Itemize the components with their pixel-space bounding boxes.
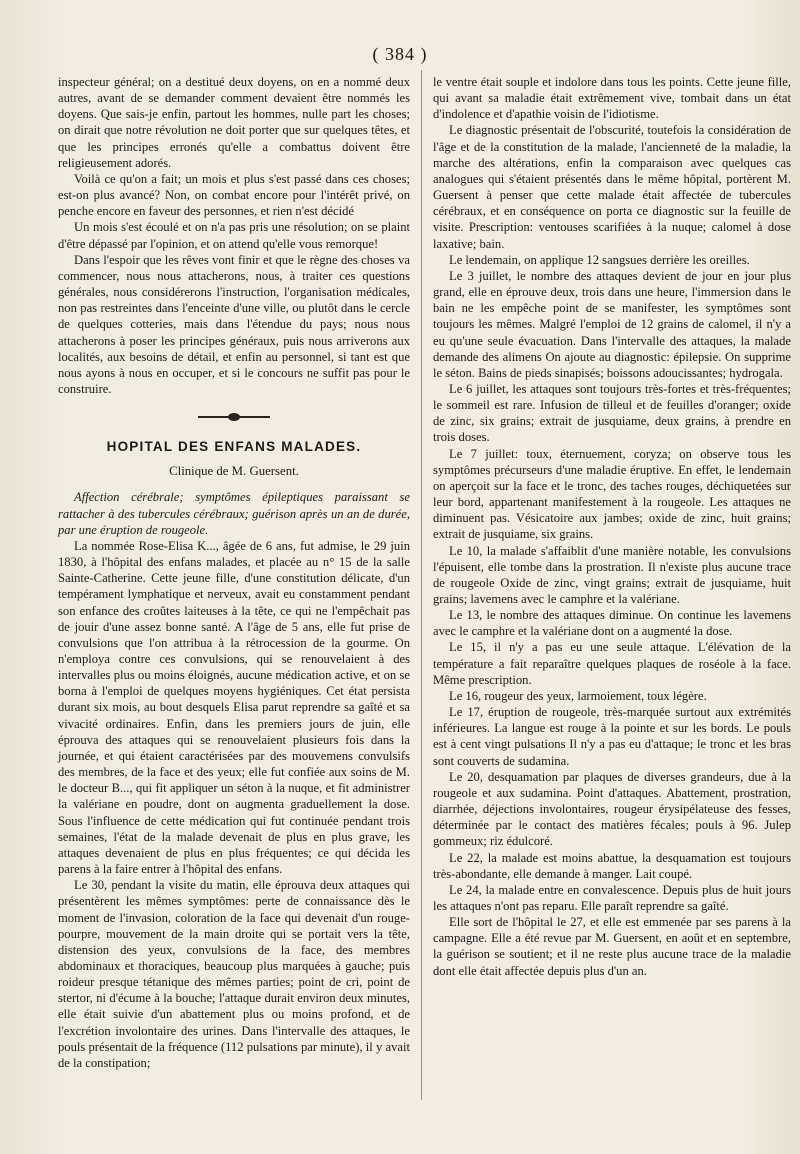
right-column (433, 74, 791, 979)
column-divider (421, 70, 422, 1100)
paragraph: Le 7 juillet: toux, éternuement, coryza; on observe tous les symptômes précurseurs d'une maladie éruptive. En effet, le lendemain on aperçoit sur la face et le tronc, des taches rouges, déchiquetées sur leur bord, appartenant manifestement à la rougeole. Les attaques ne diminuent pas. Vésicatoire aux jambes; oxide de zinc, huit grains; extrait de jusquiame, six grains. (433, 446, 791, 542)
paragraph: Le 6 juillet, les attaques sont toujours très-fortes et très-fréquentes; le sommeil est rare. Infusion de tilleul et de feuilles d'oranger; oxide de zinc, six grains; extrait de jusquiame, deux grains, à prendre en trois doses. (433, 381, 791, 445)
paragraph: Elle sort de l'hôpital le 27, et elle est emmenée par ses parens à la campagne. Elle a été revue par M. Guersent, en août et en septembre, la guérison se soutient; et il ne reste plus aucune trace de la maladie dont elle était affectée depuis plus d'un an. (433, 915, 791, 978)
paragraph: Le 13, le nombre des attaques diminue. On continue les lavemens avec le camphre et la valériane dont on a augmenté la dose. (433, 608, 791, 639)
paragraph: Dans l'espoir que les rêves vont finir et que le règne des choses va commencer, nous nous attacherons, nous, à traiter ces questions générales, nous considérerons l'instruction, l'organisation médicales, non pas restreintes dans l'enceinte d'une ville, ou plutôt dans le cercle de quelques cotteries, mais dans l'étendue du pays; nous nous attacherons à poser les principes généraux, puis nous arriverons aux localités, aux besoins de détail, et enfin au personnel, si tant est que nous ayons à nous en occuper, et si le concours ne suffit pas pour le construire. (58, 252, 410, 396)
paragraph: le ventre était souple et indolore dans tous les points. Cette jeune fille, qui avant sa maladie était extrêmement vive, tombait dans un état d'indolence et d'apathie voisin de l'idiotisme. (433, 75, 791, 122)
paragraph: Le 30, pendant la visite du matin, elle éprouva deux attaques qui présentèrent les mêmes symptômes: perte de connaissance dès le moment de l'invasion, coloration de la face qui devenait d'un rouge-pourpre, mouvement de la main droite qui se portait vers la tête, distension des yeux, convulsions de la face, des membres abdominaux et thoraciques, beaucoup plus marquées à gauche; puis roideur presque tétanique des mêmes parties; point de cri, point de stertor, ni d'écume à la bouche; l'attaque durait environ deux minutes, elle était suivie d'un abattement plus ou moins profond, et de l'excrétion involontaire des urines. Dans l'intervalle des attaques, le pouls présentait de la fréquence (112 pulsations par minute), il y avait de la constipation; (58, 878, 410, 1070)
left-column (58, 74, 410, 1071)
paragraph: Le 15, il n'y a pas eu une seule attaque. L'élévation de la température a fait reparaître quelques plaques de roséole à la face. Même prescription. (433, 640, 791, 687)
clinic-subtitle: Clinique de M. Guersent. (169, 464, 299, 479)
paragraph: La nommée Rose-Elisa K..., âgée de 6 ans, fut admise, le 29 juin 1830, à l'hôpital des enfans malades, et placée au n° 15 de la salle Sainte-Catherine. Cette jeune fille, d'une constitution délicate, d'un tempérament lymphatique et nerveux, avait eu constamment pendant son enfance des croûtes laiteuses à la tête, ce qui ne l'empêchait pas de jouir d'une assez bonne santé. A l'âge de 5 ans, elle fut prise de convulsions que l'on attribua à la rétrocession de la gourme. On n'employa contre ces convulsions, qui se renouvelaient à des intervalles plus ou moins éloignés, aucune médication active, et on se borna à l'emploi de quelques moyens hygiéniques. Cet état persista durant six mois, au bout desquels Elisa parut reprendre sa gaîté et sa vivacité ordinaires. Enfin, dans les premiers jours de juin, elle éprouva des attaques qui se renouvelaient plusieurs fois dans la journée, et qui étaient caractérisées par des mouvemens convulsifs des membres, de la face et des yeux; elle fut confiée aux soins de M. le docteur B..., qui fit appliquer un séton à la nuque, et fit administrer la valériane en poudre, dont on augmenta graduellement la dose. Sous l'influence de cette médication qui fut continuée pendant trois semaines, l'état de la malade devenait de plus en plus grave, les attaques devenaient de plus en plus fréquentes; ce qui décida les parens à la faire entrer à l'hôpital des enfans. (58, 538, 410, 877)
section-title: HOPITAL DES ENFANS MALADES. (106, 439, 362, 455)
paragraph: Le 3 juillet, le nombre des attaques devient de jour en jour plus grand, elle en éprouve deux, trois dans une heure, l'immersion dans le bain ne les empêche point de se manifester, les symptômes sont toujours les mêmes. Malgré l'emploi de 12 grains de calomel, il n'y a eu qu'une seule évacuation. Dans l'intervalle des attaques, la malade demande des alimens On ajoute au diagnostic: épilepsie. On supprime le séton. Bains de pieds sinapisés; boissons adoucissantes; hydrogala. (433, 268, 791, 380)
paragraph: Le 20, desquamation par plaques de diverses grandeurs, due à la rougeole et aux sudamina. Point d'attaques. Abattement, prostration, diarrhée, déjections involontaires, rougeur érysipélateuse des fesses, déterminée par le contact des matières fécales; pouls à 96. Julep gommeux; riz édulcoré. (433, 769, 791, 849)
case-summary: Affection cérébrale; symptômes épileptiques paraissant se rattacher à des tubercules cérébraux; guérison après un an de durée, par une éruption de rougeole. (58, 490, 410, 537)
paragraph: Un mois s'est écoulé et on n'a pas pris une résolution; on se plaint d'être dépassé par l'opinion, et on attend qu'elle vous remorque! (58, 220, 410, 251)
page-number: ( 384 ) (372, 44, 428, 64)
section-divider-ornament (198, 413, 270, 421)
paragraph: Le 22, la malade est moins abattue, la desquamation est toujours très-abondante, elle demande à manger. Lait coupé. (433, 850, 791, 881)
paragraph: Le 10, la malade s'affaiblit d'une manière notable, les convulsions l'épuisent, elle tombe dans la prostration. Il n'existe plus aucune trace de rougeole Oxide de zinc, vingt grains; extrait de jusquiame, huit grains; lavemens avec le camphre et la valériane. (433, 543, 791, 606)
paragraph: Voilà ce qu'on a fait; un mois et plus s'est passé dans ces choses; est-on plus avancé? Non, on combat encore pour l'intérêt privé, on penche encore en faveur des personnes, et rien n'est décidé (58, 171, 410, 219)
paragraph: inspecteur général; on a destitué deux doyens, on en a nommé deux autres, avant de se demander comment devaient être nommés les doyens. Que sais-je enfin, partout les hommes, nulle part les choses; on dirait que notre révolution ne doit porter que sur quelques têtes, et que les principes erronés qu'elle a combattus doivent être religieusement adorés. (58, 75, 410, 170)
paragraph: Le diagnostic présentait de l'obscurité, toutefois la considération de l'âge et de la constitution de la malade, l'ancienneté de la maladie, la marche des altérations, enfin la comparaison avec quelques cas analogues qui s'étaient présentés dans le même hôpital, portèrent M. Guersent à penser que cette malade était affectée de tubercules cérébraux, et en conséquence on porta ce diagnostic sur la feuille de visite. Prescription: ventouses scarifiées à la nuque; calomel à dose laxative; bain. (433, 123, 791, 251)
paragraph: Le 24, la malade entre en convalescence. Depuis plus de huit jours les attaques n'ont pas reparu. Elle paraît reprendre sa gaîté. (433, 882, 791, 913)
paragraph: Le 17, éruption de rougeole, très-marquée surtout aux extrémités inférieures. La langue est rouge à la pointe et sur les bords. Le pouls est à cent vingt pulsations Il n'y a pas eu d'attaque; le tronc et les bras sont couverts de sudamina. (433, 705, 791, 768)
paragraph: Le lendemain, on applique 12 sangsues derrière les oreilles. (449, 252, 750, 267)
paragraph: Le 16, rougeur des yeux, larmoiement, toux légère. (449, 688, 707, 703)
